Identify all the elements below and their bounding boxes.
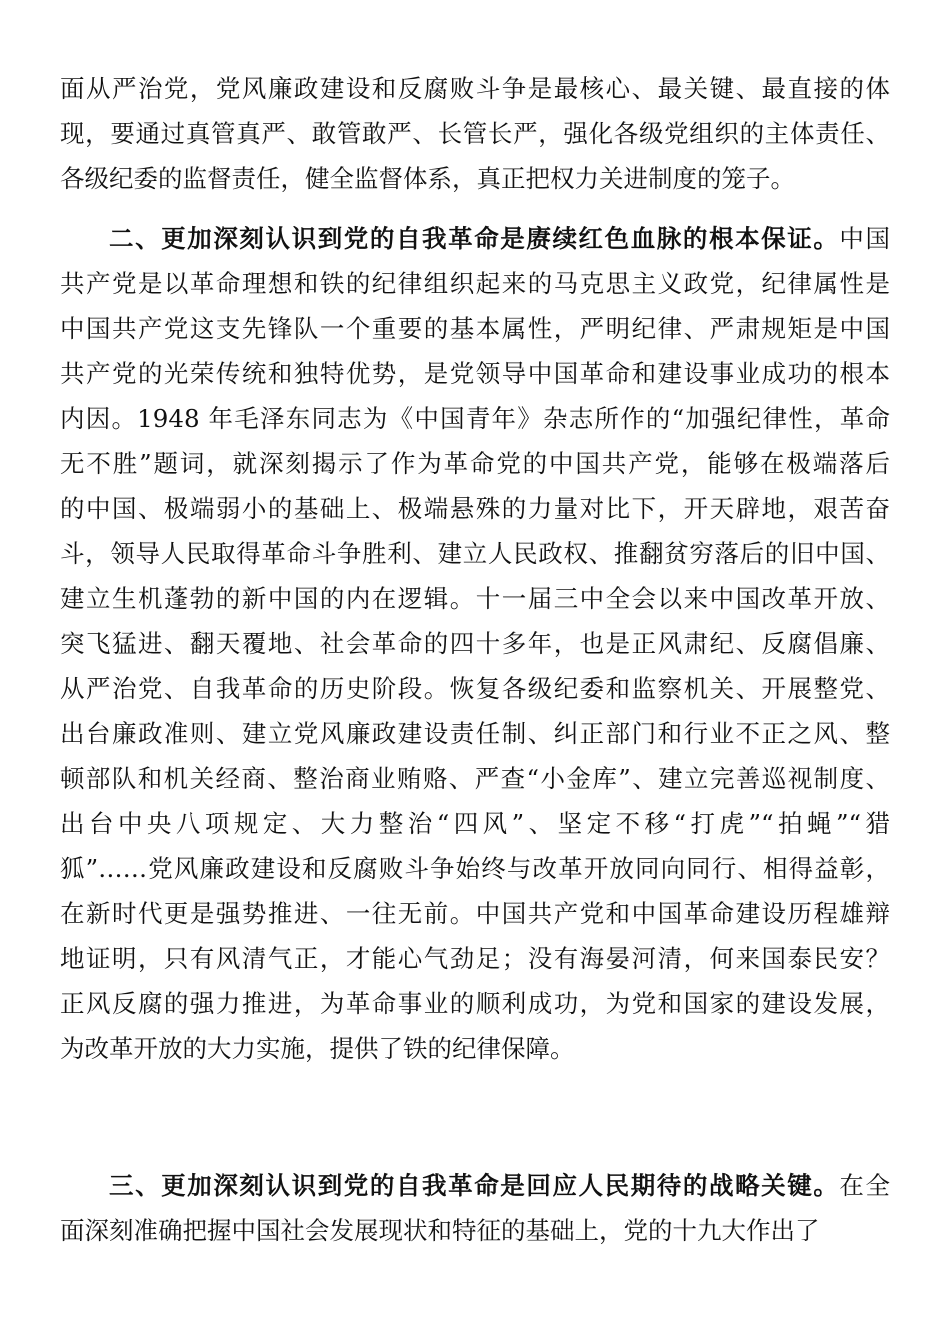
paragraph-2-line: 内因。1948 年毛泽东同志为《中国青年》杂志所作的“加强纪律性，革命 <box>60 404 890 433</box>
paragraph-2-line: 无不胜”题词，就深刻揭示了作为革命党的中国共产党，能够在极端落后 <box>60 449 890 478</box>
paragraph-2-line: 顿部队和机关经商、整治商业贿赂、严查“小金库”、建立完善巡视制度、 <box>60 764 890 793</box>
paragraph-2-line: 的中国、极端弱小的基础上、极端悬殊的力量对比下，开天辟地，艰苦奋 <box>60 494 890 523</box>
paragraph-2-line: 共产党的光荣传统和独特优势，是党领导中国革命和建设事业成功的根本 <box>60 359 890 388</box>
paragraph-1-line: 面从严治党，党风廉政建设和反腐败斗争是最核心、最关键、最直接的体 <box>60 74 890 103</box>
section-heading-3: 三、更加深刻认识到党的自我革命是回应人民期待的战略关键。 <box>109 1171 840 1200</box>
paragraph-2-line: 斗，领导人民取得革命斗争胜利、建立人民政权、推翻贫穷落后的旧中国、 <box>60 539 890 568</box>
section-heading-2: 二、更加深刻认识到党的自我革命是赓续红色血脉的根本保证。 <box>109 224 840 253</box>
paragraph-2-line: 为改革开放的大力实施，提供了铁的纪律保障。 <box>60 1034 575 1063</box>
paragraph-2-first-line-rest: 中国 <box>839 224 890 253</box>
paragraph-1 <box>60 66 890 201</box>
paragraph-2-line: 在新时代更是强势推进、一往无前。中国共产党和中国革命建设历程雄辩 <box>60 899 890 928</box>
paragraph-3-line: 面深刻准确把握中国社会发展现状和特征的基础上，党的十九大作出了 <box>60 1216 820 1245</box>
paragraph-3 <box>60 1163 890 1253</box>
paragraph-2-line: 狐”……党风廉政建设和反腐败斗争始终与改革开放同向同行、相得益彰， <box>60 854 890 883</box>
paragraph-2-line: 出台廉政准则、建立党风廉政建设责任制、纠正部门和行业不正之风、整 <box>60 719 890 748</box>
paragraph-2-line: 地证明，只有风清气正，才能心气劲足；没有海晏河清，何来国泰民安？ <box>60 944 890 973</box>
paragraph-3-first-line-rest: 在全 <box>839 1171 890 1200</box>
paragraph-2-line: 突飞猛进、翻天覆地、社会革命的四十多年，也是正风肃纪、反腐倡廉、 <box>60 629 890 658</box>
paragraph-2 <box>60 216 890 1071</box>
paragraph-2-line: 正风反腐的强力推进，为革命事业的顺利成功，为党和国家的建设发展， <box>60 989 890 1018</box>
paragraph-2-line: 建立生机蓬勃的新中国的内在逻辑。十一届三中全会以来中国改革开放、 <box>60 584 890 613</box>
paragraph-1-line: 现，要通过真管真严、敢管敢严、长管长严，强化各级党组织的主体责任、 <box>60 119 890 148</box>
paragraph-2-line: 中国共产党这支先锋队一个重要的基本属性，严明纪律、严肃规矩是中国 <box>60 314 890 343</box>
paragraph-2-line: 共产党是以革命理想和铁的纪律组织起来的马克思主义政党，纪律属性是 <box>60 269 890 298</box>
paragraph-2-first-line <box>60 216 890 261</box>
paragraph-2-line: 出台中央八项规定、大力整治“四风”、坚定不移“打虎”“拍蝇”“猎 <box>60 809 890 838</box>
paragraph-1-line: 各级纪委的监督责任，健全监督体系，真正把权力关进制度的笼子。 <box>60 164 795 193</box>
paragraph-3-first-line <box>60 1163 890 1208</box>
paragraph-2-line: 从严治党、自我革命的历史阶段。恢复各级纪委和监察机关、开展整党、 <box>60 674 890 703</box>
